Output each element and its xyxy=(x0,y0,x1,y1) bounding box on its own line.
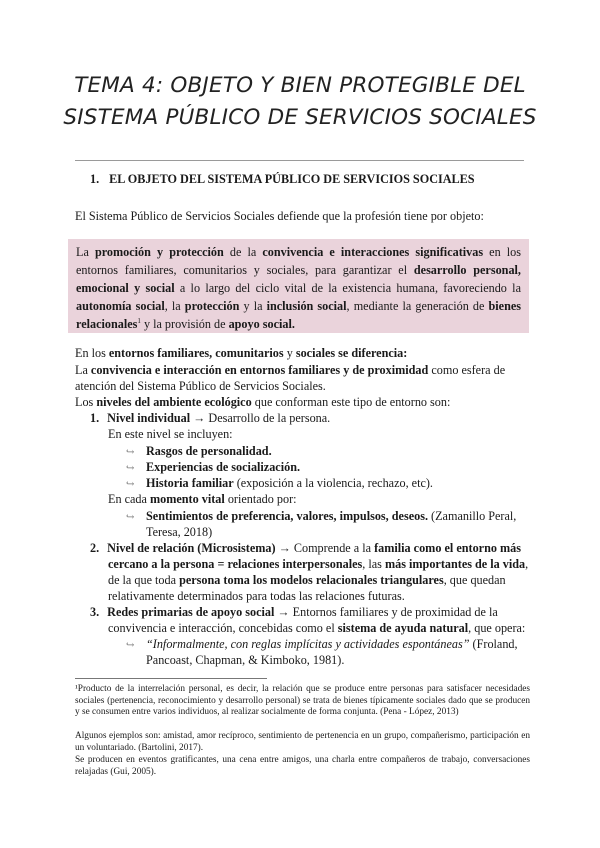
list-item-1-bullet-4: ↪ Sentimientos de preferencia, valores, impulsos, deseos. (Zamanillo Peral, xyxy=(126,508,516,526)
list-item-1: 1. Nivel individual → Desarrollo de la persona. xyxy=(90,411,331,425)
section-intro: El Sistema Público de Servicios Sociales defiende que la profesión tiene por objeto: xyxy=(75,209,484,223)
title-line-2: SISTEMA PÚBLICO DE SERVICIOS SOCIALES xyxy=(63,105,537,130)
list-item-1-bullet-2: ↪ Experiencias de socialización. xyxy=(126,459,300,477)
list-item-1-bullet-1: ↪ Rasgos de personalidad. xyxy=(126,443,272,461)
list-item-1-sub: En este nivel se incluyen: xyxy=(108,427,233,441)
list-item-2-line-3: de la que toda persona toma los modelos relacionales triangulares, que quedan xyxy=(108,573,506,587)
section-heading xyxy=(90,172,475,187)
footnote-3: Se producen en eventos gratificantes, una cena entre amigos, una charla entre compañeros de trabajo, conversaciones relajadas (Gui, 2005). xyxy=(75,755,530,777)
arrow-bullet-icon: ↪ xyxy=(126,463,135,474)
footnote-ref: 1 xyxy=(137,316,141,325)
list-item-1-bullet-3: ↪ Historia familiar (exposición a la violencia, rechazo, etc). xyxy=(126,475,433,493)
footnote-1: ¹Producto de la interrelación personal, es decir, la relación que se produce entre personas para satisfacer necesidades sociales (pertenencia, reconocimiento y desarrollo personal) se trata de bienes típicamente sociales dado que se producen y se consumen entre varios individuos, al realizar socialmente de forma conjunta. (Pena - López, 2013) xyxy=(75,684,530,717)
arrow-bullet-icon: ↪ xyxy=(126,512,135,523)
definition-box: La promoción y protección de la convivencia e interacciones significativas en los entornos familiares, comunitarios y sociales, para garantizar el desarrollo personal, emocional y social a lo largo del ciclo vital de la existencia humana, favoreciendo la autonomía social, la protección y la inclusión social, mediante la generación de bienes relacionales$^1$ y la provisión de apoyo social. xyxy=(68,239,529,333)
body-line-3: atención del Sistema Público de Servicios Sociales. xyxy=(75,379,326,393)
arrow-bullet-icon: ↪ xyxy=(126,479,135,490)
section-number: 1. xyxy=(90,172,100,186)
title-divider xyxy=(75,160,524,161)
list-item-3-line-2: convivencia e interacción, concebidas como el sistema de ayuda natural, que opera: xyxy=(108,621,526,635)
footnote-2: Algunos ejemplos son: amistad, amor recíproco, sentimiento de pertenencia en un grupo, compañerismo, participación en un voluntariado. (Bartolini, 2017). xyxy=(75,731,530,753)
body-line-1: En los entornos familiares, comunitarios y sociales se diferencia: xyxy=(75,346,408,360)
list-item-1-bullet-4-cont: Teresa, 2018) xyxy=(146,525,213,539)
body-line-4: Los niveles del ambiente ecológico que conforman este tipo de entorno son: xyxy=(75,395,451,409)
list-item-3-quote: ↪ “Informalmente, con reglas implícitas y actividades espontáneas” (Froland, xyxy=(126,636,518,654)
list-item-3-quote-cont: Pancoast, Chapman, & Kimboko, 1981). xyxy=(146,653,345,667)
list-item-2-line-2: cercano a la persona = relaciones interpersonales, las más importantes de la vida, xyxy=(108,557,529,571)
list-item-2-line-4: relativamente determinados para todas las relaciones futuras. xyxy=(108,589,405,603)
title-line-1: TEMA 4: OBJETO Y BIEN PROTEGIBLE DEL xyxy=(74,73,526,98)
arrow-bullet-icon: ↪ xyxy=(126,640,135,651)
list-item-1-sub-2: En cada momento vital orientado por: xyxy=(108,492,297,506)
section-heading-text: EL OBJETO DEL SISTEMA PÚBLICO DE SERVICIOS SOCIALES xyxy=(109,172,475,186)
footnote-divider xyxy=(75,678,267,679)
body-line-2: La convivencia e interacción en entornos familiares y de proximidad como esfera de xyxy=(75,363,506,377)
page-title xyxy=(60,70,540,134)
list-item-3: 3. Redes primarias de apoyo social → Entornos familiares y de proximidad de la xyxy=(90,605,498,619)
arrow-bullet-icon: ↪ xyxy=(126,447,135,458)
list-item-2: 2. Nivel de relación (Microsistema) → Comprende a la familia como el entorno más xyxy=(90,541,521,555)
